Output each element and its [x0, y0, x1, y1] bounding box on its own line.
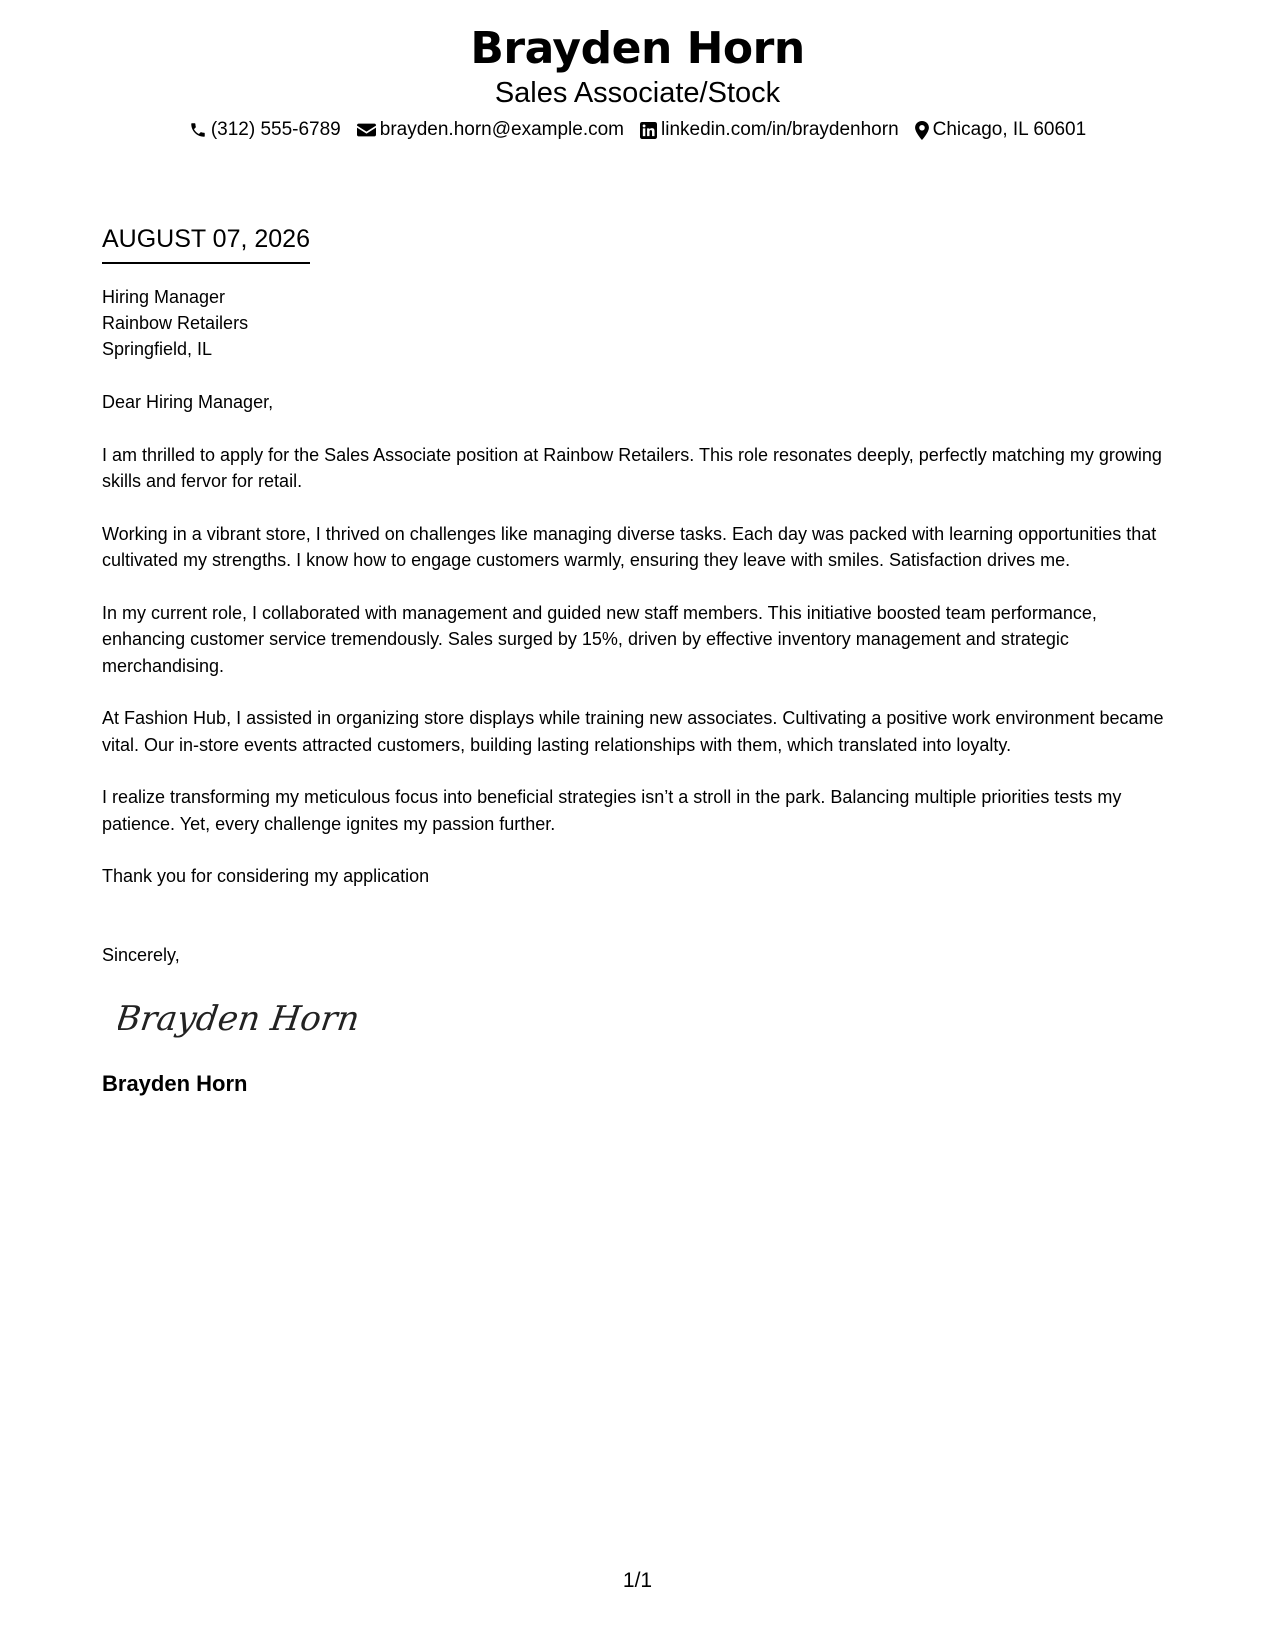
body-paragraph: Working in a vibrant store, I thrived on challenges like managing diverse tasks. Each day was packed with learning opportunities that cultivated my strengths. I know how to engage customers warmly, ensuring they leave with smiles. Satisfaction drives me.: [102, 523, 1157, 570]
linkedin-text: linkedin.com/in/braydenhorn: [661, 119, 899, 140]
phone-text: (312) 555-6789: [210, 119, 341, 140]
map-pin-icon: [915, 121, 929, 140]
body-paragraph: In my current role, I collaborated with management and guided new staff members. This initiative boosted team performance, enhancing customer service tremendously. Sales surged by 15%, driven by effective inventory management and strategic merchandising.: [102, 602, 1097, 676]
envelope-icon: [357, 122, 376, 138]
linkedin-icon: [640, 122, 657, 139]
handwritten-signature: [118, 988, 358, 1048]
recipient-line: Springfield, IL: [102, 339, 213, 359]
location-text: Chicago, IL 60601: [932, 119, 1087, 140]
recipient-block: [102, 284, 1172, 362]
letter-header: [0, 22, 1275, 142]
sign-off: Sincerely,: [102, 944, 180, 965]
contact-linkedin[interactable]: [640, 118, 899, 142]
email-text: brayden.horn@example.com: [379, 119, 624, 140]
recipient-line: Rainbow Retailers: [102, 313, 249, 333]
contact-phone: [189, 118, 341, 142]
recipient-line: Hiring Manager: [102, 287, 226, 307]
closing-line: Thank you for considering my application: [102, 866, 430, 886]
phone-icon: [189, 121, 207, 139]
contact-email[interactable]: [357, 118, 624, 142]
body-paragraph: I am thrilled to apply for the Sales Associate position at Rainbow Retailers. This role resonates deeply, perfectly matching my growing skills and fervor for retail.: [102, 444, 1162, 491]
signer-name: Brayden Horn: [102, 1070, 248, 1096]
contact-bar: [0, 118, 1275, 142]
body-paragraph: I realize transforming my meticulous focus into beneficial strategies isn’t a stroll in the park. Balancing multiple priorities tests my patience. Yet, every challenge ignites my passion further.: [102, 787, 1122, 834]
contact-location: [915, 118, 1087, 142]
page-number: 1/1: [622, 1569, 653, 1592]
letter-body: [102, 222, 1172, 1098]
signature-text: Brayden Horn: [118, 999, 358, 1039]
letter-date: AUGUST 07, 2026: [102, 222, 310, 264]
applicant-title: Sales Associate/Stock: [494, 77, 781, 109]
salutation: Dear Hiring Manager,: [102, 392, 274, 412]
body-paragraph: At Fashion Hub, I assisted in organizing store displays while training new associates. Cultivating a positive work environment became vital. Our in-store events attracted customers, building lasting relationships with them, which translated into loyalty.: [102, 708, 1164, 755]
applicant-name: Brayden Horn: [470, 23, 805, 74]
